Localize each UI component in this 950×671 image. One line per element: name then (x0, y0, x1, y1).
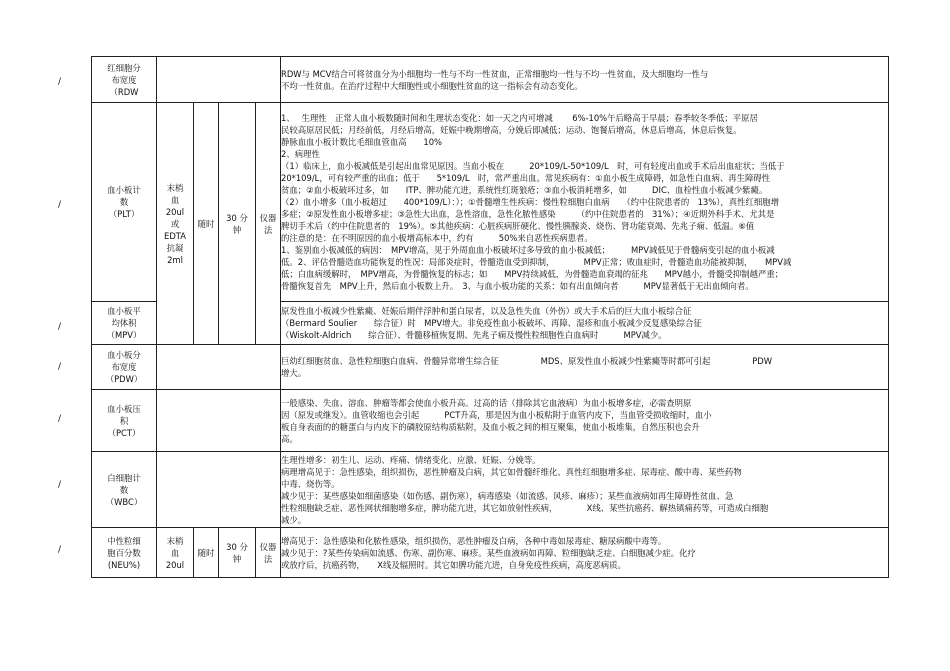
collection-time: 随时 (194, 528, 219, 578)
table-row (92, 452, 889, 528)
row-marker: / (58, 77, 62, 87)
turnaround-time: 30 分 钟 (219, 103, 256, 345)
test-description-rdw: RDW与 MCV结合可将贫血分为小细胞均一性与不均一性贫血，正常细胞均一性与不均一性贫血，及大细胞均一性与 不均一性贫血。在治疗过程中大细胞性或小细胞性贫血的这一指标会有动态变化。 (281, 57, 889, 103)
test-description-wbc: 生理性增多：初生儿、运动、疼痛、情绪变化、应激、妊娠、分娩等。 病理增高见于：急性感染，组织损伤，恶性肿瘤及白病，其它如骨髓纤维化、真性红细胞增多症、尿毒症、酸中毒、某些药物 中毒、烧伤等。 减少见于：某些感染如细菌感染（如伤感、副伤寒），病毒感染（如流感、风疹、麻疹）；某些血液病如再生障碍性贫血、急 性粒细胞缺乏症、恶性网状细胞增多症，脾功能亢进，其它如放射性疾病， X线、某些抗癌药、解热镇痛药等，可造成白细胞 减少。 (281, 452, 889, 528)
table-row (92, 345, 889, 390)
test-name-neu: 中性粒细 胞百分数 (NEU%) (92, 528, 157, 578)
row-marker: / (58, 480, 62, 490)
row-marker: / (58, 362, 62, 372)
table-row (92, 57, 889, 103)
table-row (92, 528, 889, 578)
table-row (92, 390, 889, 452)
row-marker: / (58, 414, 62, 424)
collection-time: 随时 (194, 103, 219, 345)
row-marker: / (58, 322, 62, 332)
test-method: 仪器 法 (256, 103, 281, 345)
test-name-rdw: 红细胞分 布宽度 （RDW (92, 57, 157, 103)
row-marker: / (58, 545, 62, 555)
table-row (92, 103, 889, 302)
test-description-plt: 1、 生理性 正常人血小板数随时间和生理状态变化：如一天之内可增减 6%-10%午后略高于早晨；春季较冬季低；平原居 民较高原居民低；月经前低，月经后增高，妊娠中晚期增高，分娩后即减低；运动、饱餐后增高，休息后增高，休息后恢复。 静脉血血小板计数比毛细血管血高 10% 2、病理性 （1）临床上，血小板减低是引起出血常见原因。当血小板在 20*109/L-50*109/L 时，可有轻度出血或手术后出血症状；当低于 20*109/L，可有较严重的出血；低于 5*109/L 时，常严重出血。常见疾病有：①血小板生成障碍，如急性白血病、再生障碍性 贫血；②血小板破坏过多，如 ITP、脾功能亢进，系统性红斑狼疮；③血小板消耗增多，如 DIC、血栓性血小板减少紫癜。 （2）血小增多（血小板超过 400*109/L）：）；①骨髓增生性疾病：慢性粒细胞白血病 （约中住院患者的 13%），真性红细胞增 多症；②原发性血小板增多症；③急性大出血，急性溶血，急性化脓性感染 （约中住院患者的 31%）；④近期外科手术、尤其是 脾切手术后（约中住院患者的 19%）。⑤其他疾病：心脏疾病肝硬化、慢性胰腺炎、烧伤、肾功能衰竭、先兆子痫、低温。⑥值 的注意的是：在不明原因的血小板增高标本中，约有 50%来自恶性疾病患者。 1、鉴别血小板减低的病因： MPV增高，见于外周血血小板破坏过多导致的血小板减低； MPV减低见于骨髓病变引起的血小板减 低。2、评估骨髓造血功能恢复的性况：局部炎症时，骨髓造血受到抑制， MPV正常；败血症时，骨髓造血功能被抑制， MPV减 低；白血病缓解时， MPV增高，为骨髓恢复的标志；如 MPV持续减低，为骨髓造血衰竭的征兆 MPV越小，骨髓受抑制越严重； 骨髓恢复首先 MPV上升，然后血小板数上升。 3、与血小板功能的关系：如有出血倾向者 MPV显著低于无出血倾向者。 (281, 103, 889, 302)
test-name-pdw: 血小板分 布宽度 （PDW） (92, 345, 157, 390)
row-marker: / (58, 200, 62, 210)
test-method: 仪器 法 (256, 528, 281, 578)
test-description-mpv: 原发性血小板减少性紫癜、妊娠后期伴浮肿和蛋白尿者，以及急性失血（外伤）或大手术后的巨大血小板综合征 （Bermard Soulier 综合征）时 MPV增大。非免疫性血小板破坏、再障、湿疹和血小板减少反复感染综合征 （Wiskolt-Aldrich 综合征）、骨髓移植恢复期、先兆子痫及慢性粒细胞性白血病时 MPV减少。 (281, 302, 889, 345)
test-name-wbc: 白细胞计 数 （WBC） (92, 452, 157, 528)
test-description-pdw: 巨幼红细胞贫血、急性粒细胞白血病、骨髓异常增生综合征 MDS、原发性血小板减少性紫癜等时都可引起 PDW 增大。 (281, 345, 889, 390)
sample-type: 末梢 血 20ul (157, 528, 194, 578)
turnaround-time: 30 分 钟 (219, 528, 256, 578)
test-description-neu: 增高见于：急性感染和化脓性感染，组织损伤，恶性肿瘤及白病，各种中毒如尿毒症、糖尿病酸中毒等。 减少见于：?某些传染病如流感、伤寒、副伤寒、麻疹。某些血液病如再障、粒细胞缺乏症、白细胞减少症。化疗 或放疗后，抗癌药物， X线及辐照时。其它如脾功能亢进，自身免疫性疾病，高度恶病质。 (281, 528, 889, 578)
test-name-mpv: 血小板平 均体积 （MPV） (92, 302, 157, 345)
test-description-pct: 一般感染、失血、溶血、肿瘤等都会使血小板升高。过高的话（排除其它血液病）为血小板增多症，必需查明原 因（原发或继发）。血管收缩也会引起 PCT升高，那是因为血小板粘附于血管内皮下，当血管受损收缩时，血小 板自身表面的的糖蛋白与内皮下的磷胶原结构质粘附，及血小板之间的相互聚集，使血小板堆集，自然压积也会升 高。 (281, 390, 889, 452)
test-name-plt: 血小板计 数 （PLT） (92, 103, 157, 302)
lab-test-table (91, 56, 889, 578)
sample-type: 末梢 血 20ul 或 EDTA 抗凝 2ml (157, 103, 194, 345)
test-name-pct: 血小板压 积 （PCT） (92, 390, 157, 452)
